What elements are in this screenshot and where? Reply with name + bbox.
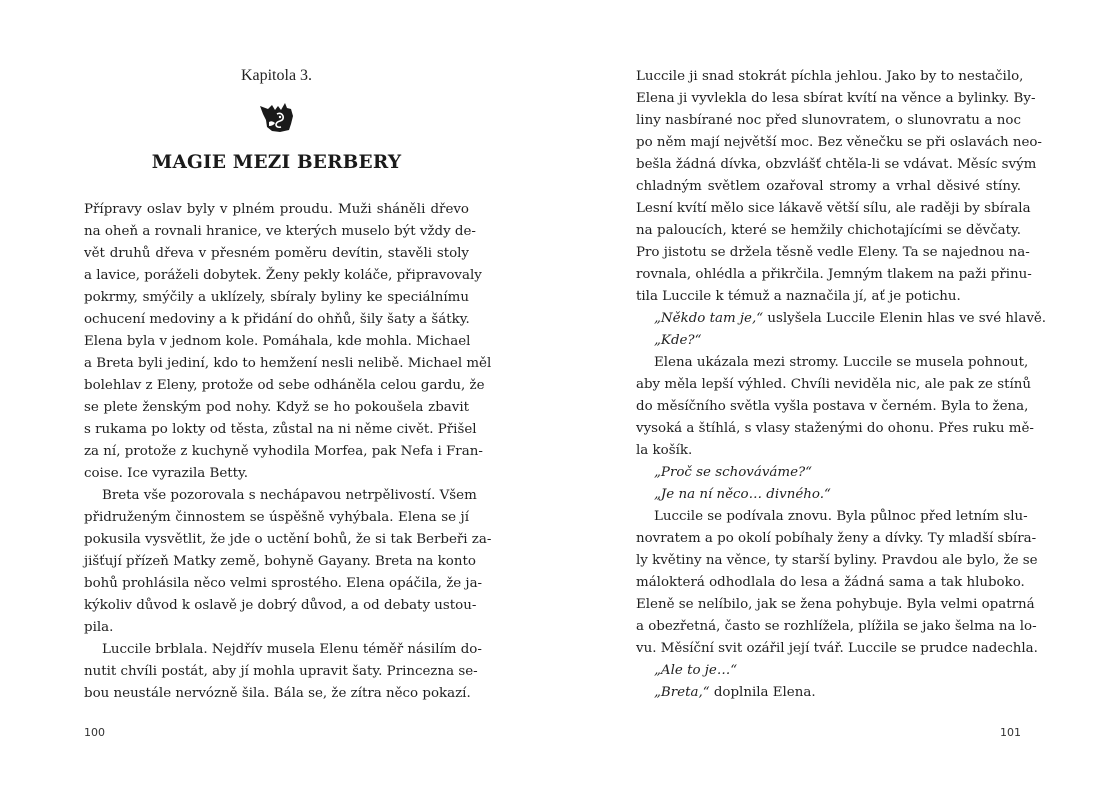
line-text: nutit chvíli postát, aby jí mohla upravit šaty. Princezna se- <box>84 664 478 679</box>
line-text: za ní, protože z kuchyně vyhodila Morfea, pak Nefa i Fran- <box>84 444 483 459</box>
chapter-title: MAGIE MEZI BERBERY <box>151 152 402 173</box>
text-line <box>84 551 476 573</box>
body-text <box>636 66 1047 704</box>
line-text: vysoká a štíhlá, s vlasy staženými do ohonu. Přes ruku mě- <box>636 421 1034 436</box>
line-text: Lesní kvítí mělo sice lákavě větší sílu, ale raději by sbírala <box>636 201 1031 216</box>
text-line <box>636 440 1021 462</box>
line-text: Pro jistotu se držela těsně vedle Eleny. Ta se najednou na- <box>636 245 1030 260</box>
text-line <box>636 418 1034 440</box>
text-line <box>636 638 1038 660</box>
line-text: přidruženým činnostem se úspěšně vyhýbala. Elena se jí <box>84 510 469 525</box>
text-line <box>84 309 469 331</box>
text-line <box>84 397 469 419</box>
line-text: bešla žádná dívka, obzvlášť chtěla-li se vdávat. Měsíc svým <box>636 157 1037 172</box>
text-line <box>636 88 1036 110</box>
text-line <box>636 330 1021 352</box>
line-text: Breta vše pozorovala s nechápavou netrpělivostí. Všem <box>102 488 477 503</box>
line-text: Luccile brblala. Nejdřív musela Elenu téměř násilím do- <box>102 642 482 657</box>
line-text: Luccile se podívala znovu. Byla půlnoc před letním slu- <box>654 509 1028 524</box>
dialogue-text: „Kde?“ <box>654 333 702 348</box>
line-text: pila. <box>84 620 114 635</box>
line-text: Přípravy oslav byly v plném proudu. Muži sháněli dřevo <box>84 202 469 217</box>
text-line <box>636 396 1029 418</box>
dialogue-text: „Proč se schováváme?“ <box>654 465 813 480</box>
text-line <box>636 550 1038 572</box>
text-line <box>636 484 1021 506</box>
text-line <box>636 198 1031 220</box>
text-line <box>636 528 1037 550</box>
text-line <box>84 441 483 463</box>
text-line <box>636 66 1024 88</box>
line-text: Elena byla v jednom kole. Pomáhala, kde mohla. Michael <box>84 334 471 349</box>
text-line <box>84 507 469 529</box>
dialogue-text: „Je na ní něco… divného.“ <box>654 487 831 502</box>
line-text: a lavice, poráželi dobytek. Ženy pekly koláče, připravovaly <box>84 268 482 283</box>
line-text: novratem a po okolí pobíhaly ženy a dívky. Ty mladší sbíra- <box>636 531 1037 546</box>
text-line <box>84 331 469 353</box>
line-text: a obezřetná, často se rozhlížela, plížila se jako šelma na lo- <box>636 619 1037 634</box>
text-line <box>636 616 1037 638</box>
line-text: do měsíčního světla vyšla postava v černém. Byla to žena, <box>636 399 1029 414</box>
line-text: a Breta byli jediní, kdo to hemžení nesli nelibě. Michael měl <box>84 356 492 371</box>
text-line <box>636 154 1037 176</box>
line-text: pokusila vysvětlit, že jde o uctění bohů, že si tak Berbeři za- <box>84 532 492 547</box>
text-line <box>84 617 469 639</box>
line-text: rovnala, ohlédla a přikrčila. Jemným tlakem na paži přinu- <box>636 267 1032 282</box>
text-line <box>84 529 492 551</box>
line-text: ochucení medoviny a k přidání do ohňů, šily šaty a šátky. <box>84 312 470 327</box>
text-line <box>84 573 483 595</box>
text-line <box>84 265 482 287</box>
dialogue-text: „Ale to je…“ <box>654 663 738 678</box>
dialogue-text: „Někdo tam je,“ <box>654 311 764 326</box>
text-line <box>636 220 1021 242</box>
text-line <box>84 683 469 705</box>
text-line <box>84 287 469 309</box>
line-text: na paloucích, které se hemžily chichotajícími se děvčaty. <box>636 223 1021 238</box>
line-text: kýkoliv důvod k oslavě je dobrý důvod, a od debaty ustou- <box>84 598 477 613</box>
right-page <box>636 0 1047 800</box>
text-line <box>84 595 477 617</box>
chapter-label: Kapitola 3. <box>240 67 313 84</box>
text-line <box>84 221 476 243</box>
text-line <box>636 286 1021 308</box>
text-line <box>636 660 1021 682</box>
text-line <box>636 462 1021 484</box>
line-text: coise. Ice vyrazila Betty. <box>84 466 249 481</box>
body-text <box>84 199 492 705</box>
page-number: 101 <box>1000 726 1021 739</box>
line-text: pokrmy, smýčily a uklízely, sbíraly byliny ke speciálnímu <box>84 290 469 305</box>
text-line <box>84 419 477 441</box>
text-line <box>84 639 482 661</box>
line-text: bohů prohlásila něco velmi sprostého. Elena opáčila, že ja- <box>84 576 483 591</box>
line-text: aby měla lepší výhled. Chvíli neviděla nic, ale pak ze stínů <box>636 377 1032 392</box>
text-line <box>84 485 477 507</box>
line-text: uslyšela Luccile Elenin hlas ve své hlavě. <box>763 311 1047 326</box>
line-text: jišťují přízeň Matky země, bohyně Gayany. Breta na konto <box>84 554 476 569</box>
line-text: liny nasbírané noc před slunovratem, o slunovratu a noc <box>636 113 1021 128</box>
line-text: vět druhů dřeva v přesném poměru devítin, stavěli stoly <box>84 246 469 261</box>
text-line <box>636 132 1042 154</box>
line-text: se plete ženským pod nohy. Když se ho pokoušela zbavit <box>84 400 469 415</box>
line-text: Eleně se nelíbilo, jak se žena pohybuje. Byla velmi opatrná <box>636 597 1035 612</box>
line-text: tila Luccile k témuž a naznačila jí, ať je potichu. <box>636 289 961 304</box>
text-line <box>636 176 1021 198</box>
line-text: Elena ukázala mezi stromy. Luccile se musela pohnout, <box>654 355 1029 370</box>
line-text: s rukama po lokty od těsta, zůstal na ni něme civět. Přišel <box>84 422 477 437</box>
line-text: po něm mají největší moc. Bez věnečku se při oslavách neo- <box>636 135 1042 150</box>
line-text: vu. Měsíční svit ozářil její tvář. Luccile se prudce nadechla. <box>636 641 1038 656</box>
text-line <box>84 661 478 683</box>
dialogue-text: „Breta,“ <box>654 685 710 700</box>
line-text: doplnila Elena. <box>709 685 816 700</box>
text-line <box>636 506 1028 528</box>
text-line <box>636 594 1035 616</box>
text-line <box>84 463 469 485</box>
text-line <box>636 352 1029 374</box>
text-line <box>636 110 1021 132</box>
text-line <box>636 264 1032 286</box>
text-line <box>84 375 485 397</box>
line-text: na oheň a rovnali hranice, ve kterých muselo být vždy de- <box>84 224 476 239</box>
line-text: la košík. <box>636 443 693 458</box>
text-line <box>636 308 1047 330</box>
line-text: chladným světlem ozařoval stromy a vrhal děsivé stíny. <box>636 179 1021 194</box>
left-page <box>84 0 492 800</box>
text-line <box>84 243 469 265</box>
text-line <box>636 572 1025 594</box>
text-line <box>84 199 469 221</box>
dragon-ornament-icon <box>258 100 296 134</box>
text-line <box>636 242 1030 264</box>
page-number: 100 <box>84 726 105 739</box>
text-line <box>84 353 492 375</box>
line-text: Luccile ji snad stokrát píchla jehlou. Jako by to nestačilo, <box>636 69 1024 84</box>
text-line <box>636 374 1032 396</box>
line-text: Elena ji vyvlekla do lesa sbírat kvítí na věnce a bylinky. By- <box>636 91 1036 106</box>
text-line <box>636 682 1021 704</box>
line-text: bou neustále nervózně šila. Bála se, že zítra něco pokazí. <box>84 686 471 701</box>
line-text: ly květiny na věnce, ty starší byliny. Pravdou ale bylo, že se <box>636 553 1038 568</box>
line-text: málokterá odhodlala do lesa a žádná sama a tak hluboko. <box>636 575 1025 590</box>
line-text: bolehlav z Eleny, protože od sebe odháněla celou gardu, že <box>84 378 485 393</box>
